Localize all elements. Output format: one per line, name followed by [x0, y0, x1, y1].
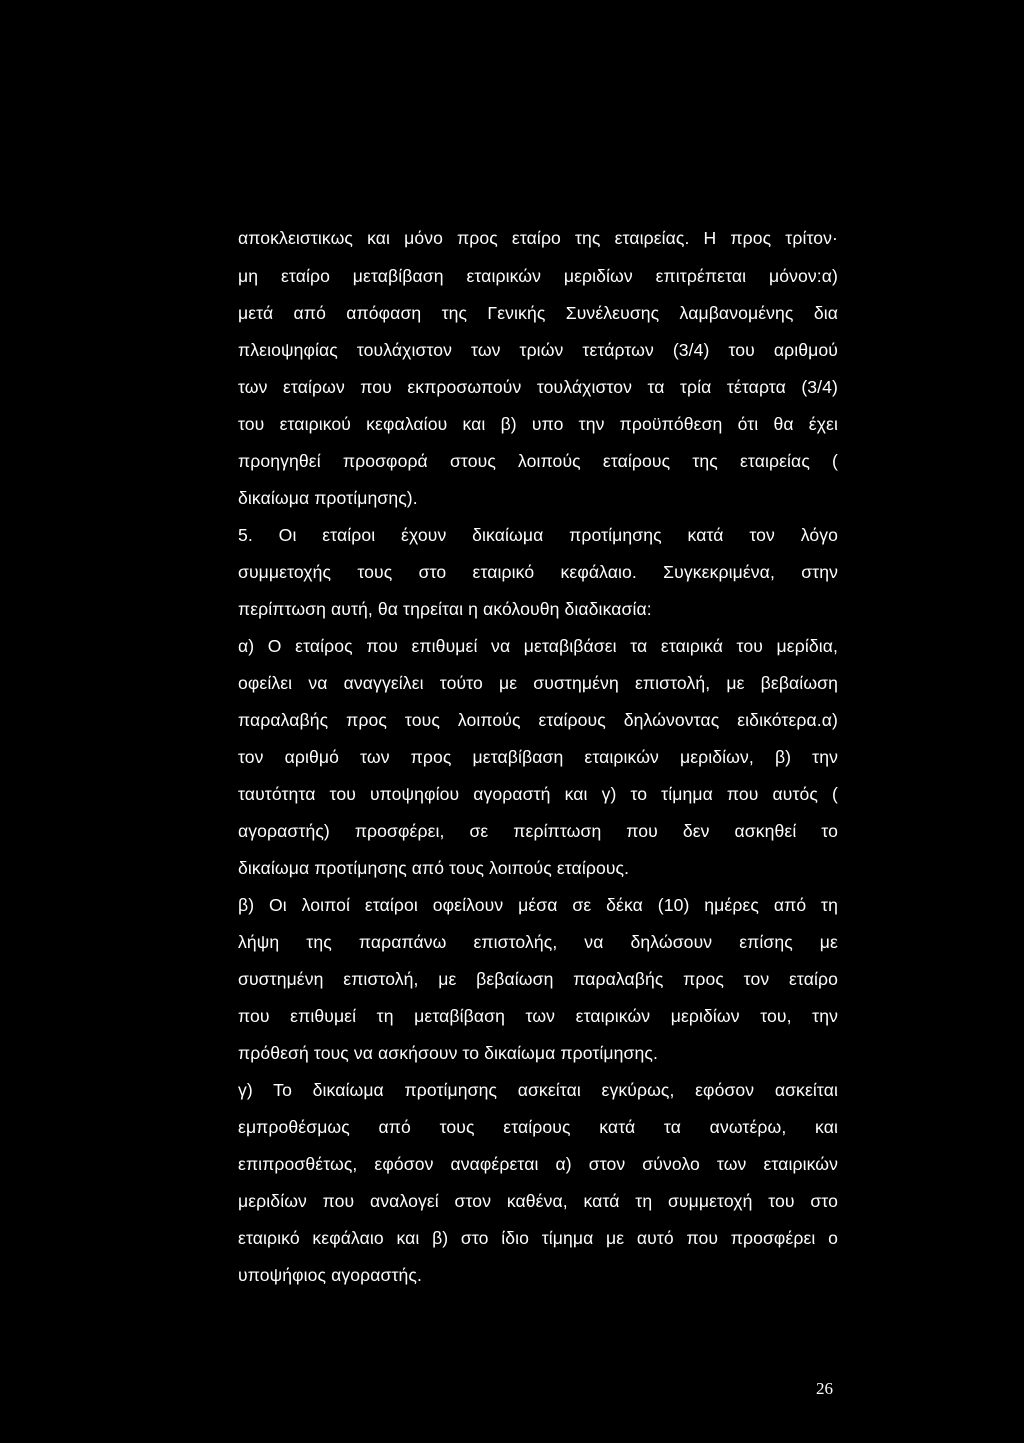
text-line: λήψη της παραπάνω επιστολής, να δηλώσουν επίσης με [238, 932, 838, 952]
text-line: μη εταίρο μεταβίβαση εταιρικών μεριδίων επιτρέπεται μόνον:α) [238, 266, 838, 286]
text-line: συστημένη επιστολή, με βεβαίωση παραλαβής προς τον εταίρο [238, 969, 838, 989]
text-line: δικαίωμα προτίμησης). [238, 488, 418, 508]
text-line: που επιθυμεί τη μεταβίβαση των εταιρικών μεριδίων του, την [238, 1006, 838, 1026]
text-line: επιπροσθέτως, εφόσον αναφέρεται α) στον σύνολο των εταιρικών [238, 1154, 838, 1174]
text-line: εταιρικό κεφάλαιο και β) στο ίδιο τίμημα με αυτό που προσφέρει ο [238, 1228, 838, 1248]
text-line: εμπροθέσμως από τους εταίρους κατά τα ανωτέρω, και [238, 1117, 838, 1137]
text-line: παραλαβής προς τους λοιπούς εταίρους δηλώνοντας ειδικότερα.α) [238, 710, 838, 730]
text-line: α) Ο εταίρος που επιθυμεί να μεταβιβάσει τα εταιρικά του μερίδια, [238, 636, 838, 656]
text-line: αποκλειστικως και μόνο προς εταίρο της εταιρείας. Η προς τρίτον· [238, 228, 838, 248]
text-line: μετά από απόφαση της Γενικής Συνέλευσης λαμβανομένης δια [238, 303, 838, 323]
text-line: συμμετοχής τους στο εταιρικό κεφάλαιο. Συγκεκριμένα, στην [238, 562, 838, 582]
text-line: υποψήφιος αγοραστής. [238, 1265, 422, 1285]
text-line: δικαίωμα προτίμησης από τους λοιπούς εταίρους. [238, 858, 630, 878]
page-number: 26 [816, 1379, 833, 1398]
text-line: οφείλει να αναγγείλει τούτο με συστημένη επιστολή, με βεβαίωση [238, 673, 838, 693]
text-line: 5. Οι εταίροι έχουν δικαίωμα προτίμησης κατά τον λόγο [238, 525, 838, 545]
text-line: γ) Το δικαίωμα προτίμησης ασκείται εγκύρως, εφόσον ασκείται [238, 1080, 838, 1100]
text-line: περίπτωση αυτή, θα τηρείται η ακόλουθη διαδικασία: [238, 599, 652, 619]
text-line: των εταίρων που εκπροσωπούν τουλάχιστον τα τρία τέταρτα (3/4) [238, 377, 838, 397]
text-line: πλειοψηφίας τουλάχιστον των τριών τετάρτων (3/4) του αριθμού [238, 340, 838, 360]
text-line: μεριδίων που αναλογεί στον καθένα, κατά τη συμμετοχή του στο [238, 1191, 838, 1211]
text-line: αγοραστής) προσφέρει, σε περίπτωση που δεν ασκηθεί το [238, 821, 838, 841]
text-line: πρόθεσή τους να ασκήσουν το δικαίωμα προτίμησης. [238, 1043, 658, 1063]
text-line: β) Οι λοιποί εταίροι οφείλουν μέσα σε δέκα (10) ημέρες από τη [238, 895, 838, 915]
text-line: του εταιρικού κεφαλαίου και β) υπο την προϋπόθεση ότι θα έχει [238, 414, 838, 434]
text-line: τον αριθμό των προς μεταβίβαση εταιρικών μεριδίων, β) την [238, 747, 838, 767]
text-line: προηγηθεί προσφορά στους λοιπούς εταίρους της εταιρείας ( [238, 451, 838, 471]
text-line: ταυτότητα του υποψηφίου αγοραστή και γ) το τίμημα που αυτός ( [238, 784, 838, 804]
